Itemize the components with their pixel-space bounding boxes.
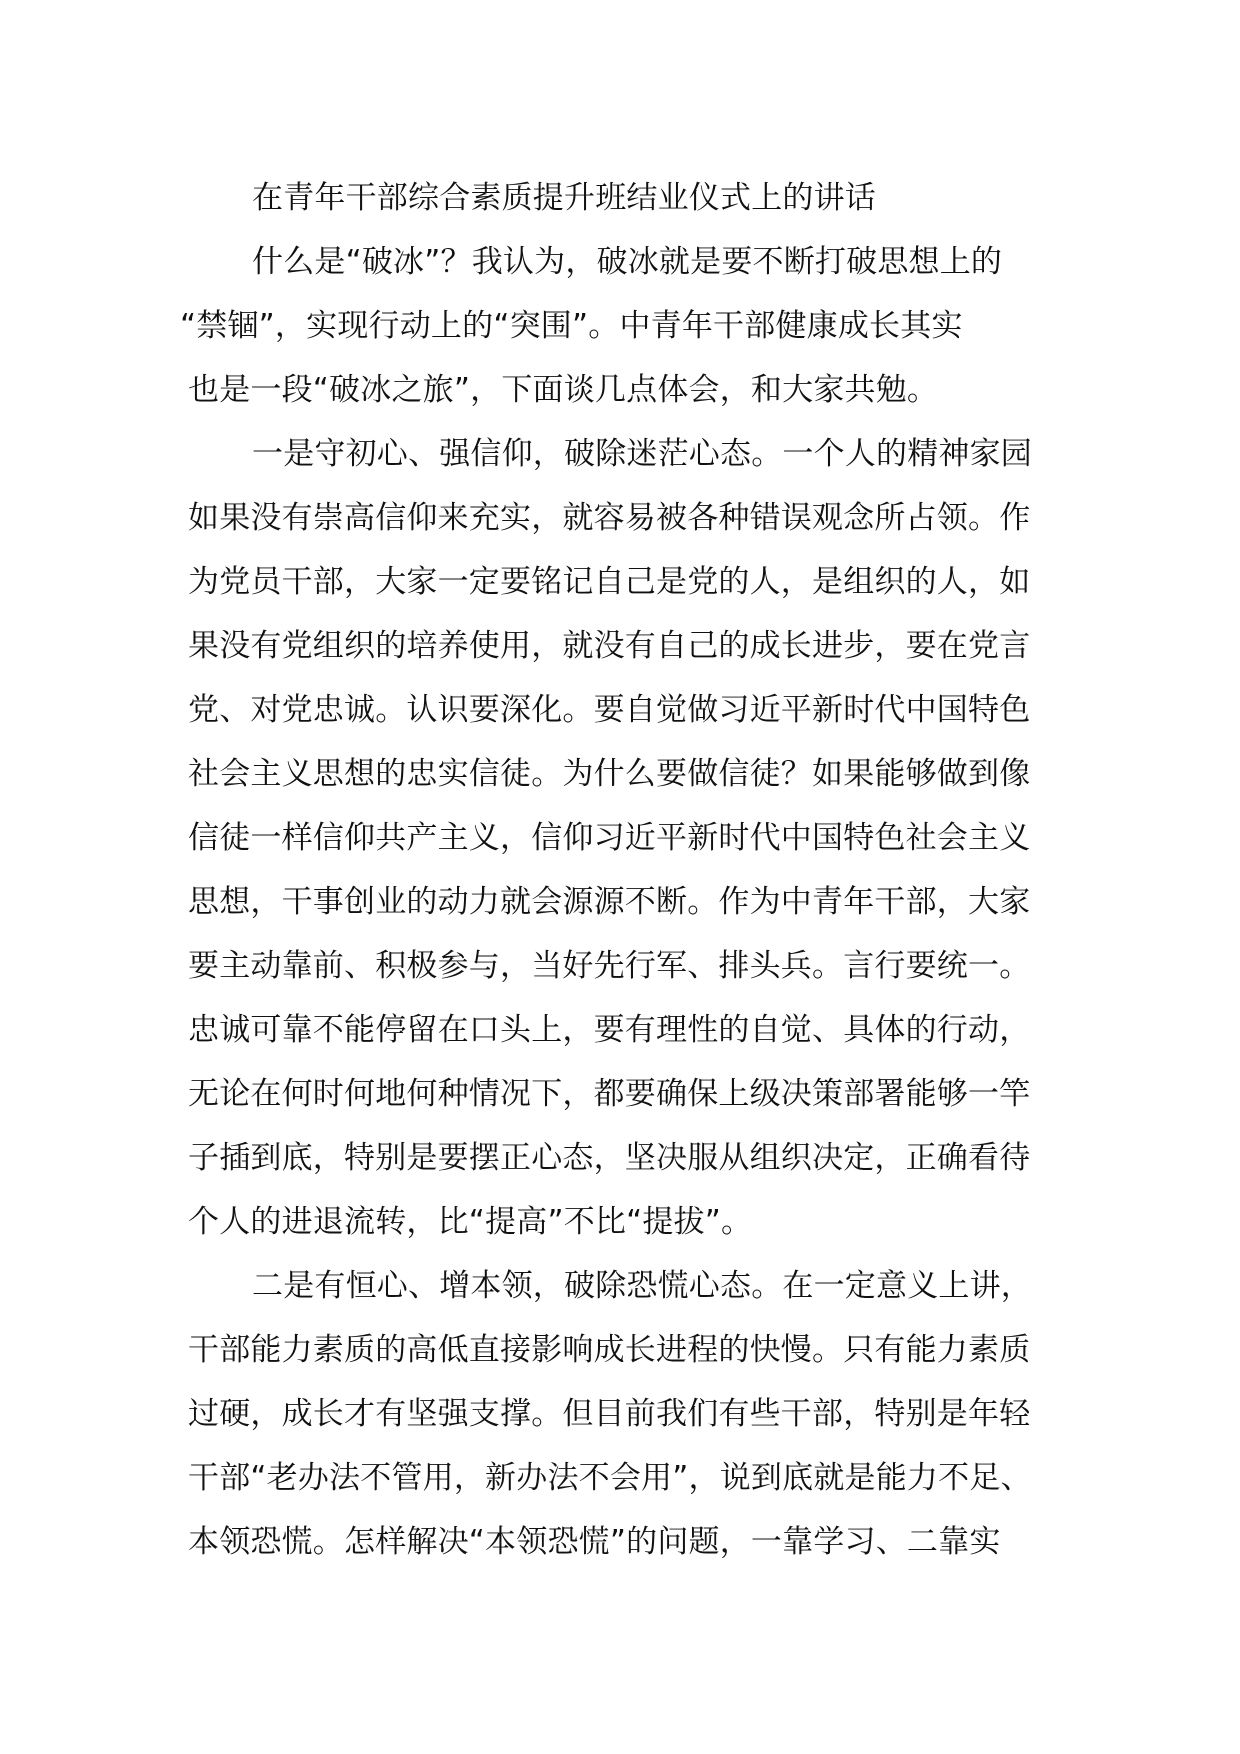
- paragraph-line: 一是守初心、强信仰，破除迷茫心态。一个人的精神家园: [252, 436, 1032, 472]
- paragraph-line: 也是一段“破冰之旅”，下面谈几点体会，和大家共勉。: [188, 372, 939, 408]
- paragraph-line: 干部“老办法不管用，新办法不会用”，说到底就是能力不足、: [188, 1460, 1032, 1496]
- paragraph-line: 要主动靠前、积极参与，当好先行军、排头兵。言行要统一。: [188, 948, 1031, 984]
- paragraph-line: 无论在何时何地何种情况下，都要确保上级决策部署能够一竿: [188, 1076, 1031, 1112]
- paragraph-line: 什么是“破冰”？我认为，破冰就是要不断打破思想上的: [252, 244, 1003, 280]
- paragraph-line: 党、对党忠诚。认识要深化。要自觉做习近平新时代中国特色: [188, 692, 1031, 728]
- paragraph-line: 二是有恒心、增本领，破除恐慌心态。在一定意义上讲，: [252, 1268, 1032, 1304]
- paragraph-line: 社会主义思想的忠实信徒。为什么要做信徒？如果能够做到像: [188, 756, 1031, 792]
- paragraph-line: 信徒一样信仰共产主义，信仰习近平新时代中国特色社会主义: [188, 820, 1031, 856]
- paragraph-line: 如果没有崇高信仰来充实，就容易被各种错误观念所占领。作: [188, 500, 1031, 536]
- paragraph-line: 思想，干事创业的动力就会源源不断。作为中青年干部，大家: [188, 884, 1031, 920]
- paragraph-line: “禁锢”，实现行动上的“突围”。中青年干部健康成长其实: [180, 308, 963, 344]
- document-title: 在青年干部综合素质提升班结业仪式上的讲话: [252, 180, 876, 216]
- paragraph-line: 本领恐慌。怎样解决“本领恐慌”的问题，一靠学习、二靠实: [188, 1524, 1001, 1560]
- paragraph-line: 过硬，成长才有坚强支撑。但目前我们有些干部，特别是年轻: [188, 1396, 1031, 1432]
- paragraph-line: 个人的进退流转，比“提高”不比“提拔”。: [188, 1204, 753, 1240]
- paragraph-line: 果没有党组织的培养使用，就没有自己的成长进步，要在党言: [188, 628, 1031, 664]
- paragraph-line: 干部能力素质的高低直接影响成长进程的快慢。只有能力素质: [188, 1332, 1031, 1368]
- paragraph-line: 子插到底，特别是要摆正心态，坚决服从组织决定，正确看待: [188, 1140, 1031, 1176]
- paragraph-line: 忠诚可靠不能停留在口头上，要有理性的自觉、具体的行动，: [188, 1012, 1031, 1048]
- paragraph-line: 为党员干部，大家一定要铭记自己是党的人，是组织的人，如: [188, 564, 1031, 600]
